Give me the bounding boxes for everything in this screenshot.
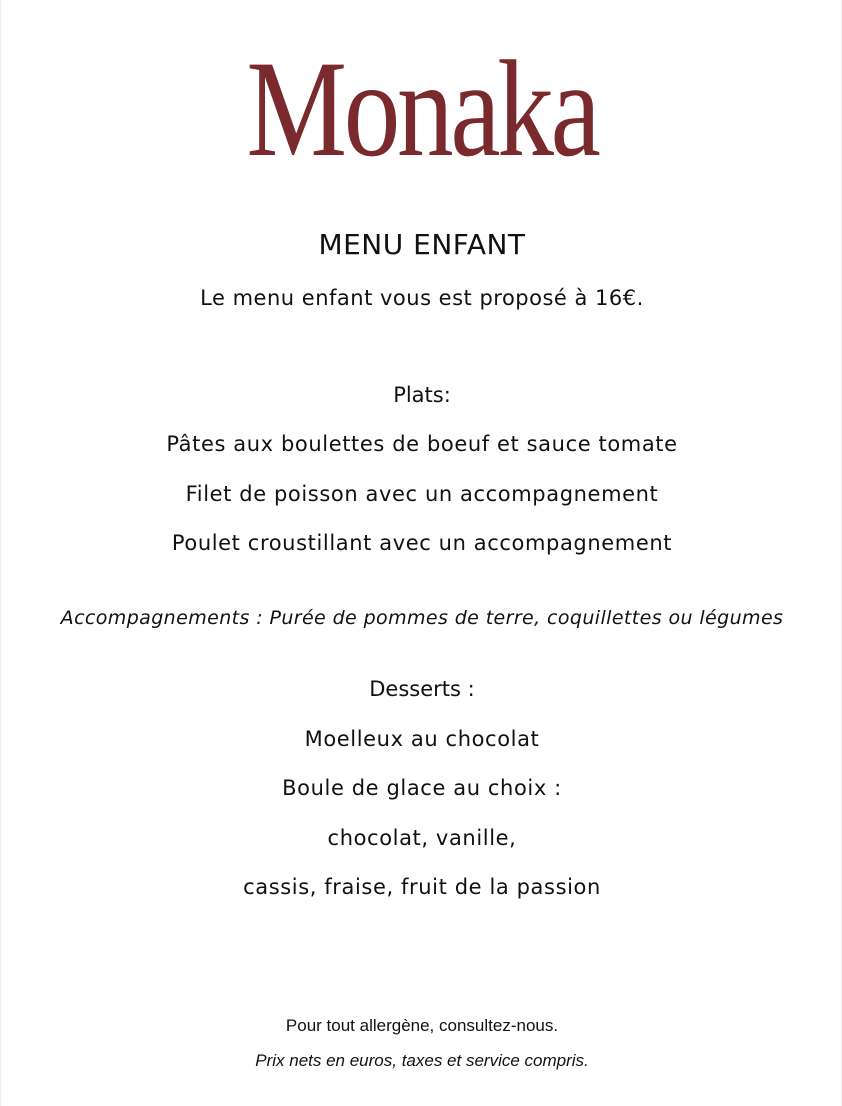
- menu-intro: Le menu enfant vous est proposé à 16€.: [200, 286, 644, 310]
- dessert-item: Moelleux au chocolat: [304, 727, 540, 751]
- restaurant-logo: Monaka: [246, 32, 598, 185]
- allergen-notice: Pour tout allergène, consultez-nous.: [285, 1016, 559, 1035]
- plat-item: Filet de poisson avec un accompagnement: [185, 482, 659, 506]
- plats-heading: Plats:: [393, 383, 451, 407]
- price-notice: Prix nets en euros, taxes et service compris.: [255, 1051, 589, 1070]
- desserts-heading: Desserts :: [369, 677, 475, 701]
- plat-item: Pâtes aux boulettes de boeuf et sauce tomate: [166, 432, 678, 456]
- dessert-item: cassis, fraise, fruit de la passion: [243, 875, 601, 899]
- plat-item: Poulet croustillant avec un accompagnement: [171, 531, 673, 555]
- dessert-item: Boule de glace au choix :: [282, 776, 562, 800]
- dessert-item: chocolat, vanille,: [327, 826, 517, 850]
- accompaniments-note: Accompagnements : Purée de pommes de terre, coquillettes ou légumes: [60, 607, 784, 629]
- menu-title: MENU ENFANT: [318, 228, 526, 261]
